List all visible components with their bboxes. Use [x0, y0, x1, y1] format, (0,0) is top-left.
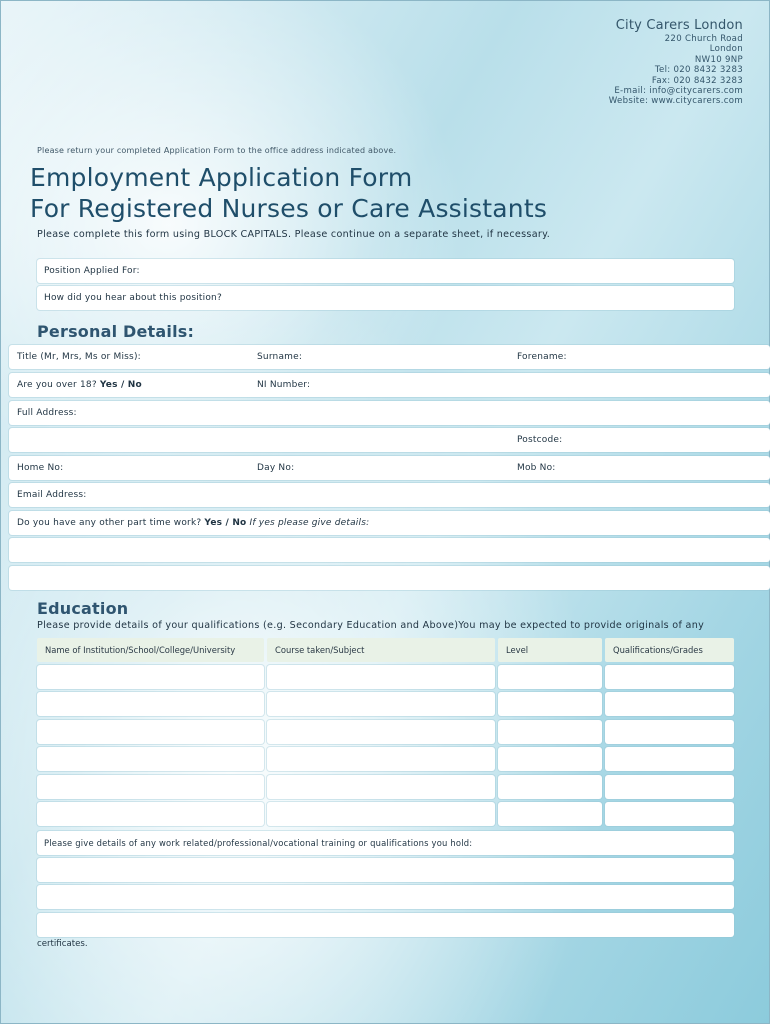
edu-cell-level[interactable]	[498, 747, 602, 771]
company-address-block	[609, 18, 743, 107]
col-header-institution	[37, 638, 264, 662]
email-field[interactable]	[9, 483, 770, 507]
heard-about-field[interactable]	[37, 286, 734, 310]
company-fax: Fax: 020 8432 3283	[651, 75, 743, 86]
email-label: Email Address:	[17, 490, 87, 500]
forename-label: Forename:	[517, 352, 567, 362]
title-label: Title (Mr, Mrs, Ms or Miss):	[17, 352, 141, 362]
education-description: Please provide details of your qualifications (e.g. Secondary Education and Above)You may be expected to provide originals of any	[37, 620, 705, 631]
edu-cell-institution[interactable]	[37, 802, 264, 826]
address-line-1: 220 Church Road	[664, 34, 743, 44]
postcode-label: Postcode:	[517, 435, 563, 445]
edu-cell-institution[interactable]	[37, 720, 264, 744]
edu-cell-institution[interactable]	[37, 747, 264, 771]
edu-cell-course[interactable]	[267, 775, 495, 799]
mob-no-label: Mob No:	[517, 463, 556, 473]
home-no-label: Home No:	[17, 463, 64, 473]
edu-cell-qualification[interactable]	[605, 720, 734, 744]
certificates-text: certificates.	[37, 939, 88, 949]
part-time-details-label: If yes please give details:	[249, 518, 370, 528]
part-time-row[interactable]	[9, 511, 770, 535]
age-ni-row[interactable]	[9, 373, 770, 397]
phone-numbers-row[interactable]	[9, 456, 770, 480]
company-tel: Tel: 020 8432 3283	[654, 65, 743, 76]
company-email: E-mail: info@citycarers.com	[614, 86, 743, 97]
training-label: Please give details of any work related/professional/vocational training or qualifications you hold:	[44, 838, 473, 848]
edu-cell-level[interactable]	[498, 802, 602, 826]
personal-details-heading: Personal Details:	[37, 322, 195, 341]
form-title	[30, 162, 547, 224]
edu-cell-level[interactable]	[498, 775, 602, 799]
edu-cell-institution[interactable]	[37, 665, 264, 689]
col-header-course-label: Course taken/Subject	[275, 645, 365, 655]
address-line-2: London	[709, 44, 743, 55]
company-website: Website: www.citycarers.com	[608, 96, 743, 107]
form-title-line-2: For Registered Nurses or Care Assistants	[30, 194, 548, 223]
over18-question	[17, 380, 142, 390]
col-header-level-label: Level	[506, 645, 529, 655]
full-address-label: Full Address:	[17, 408, 77, 418]
part-time-details-field-2[interactable]	[9, 566, 770, 590]
part-time-question	[17, 518, 369, 528]
training-details-field-3[interactable]	[37, 913, 734, 937]
edu-cell-level[interactable]	[498, 665, 602, 689]
training-details-field-2[interactable]	[37, 885, 734, 909]
part-time-yes-no[interactable]: Yes / No	[204, 518, 247, 528]
edu-cell-course[interactable]	[267, 720, 495, 744]
edu-cell-qualification[interactable]	[605, 747, 734, 771]
return-note: Please return your completed Application Form to the office address indicated above.	[37, 146, 397, 155]
surname-label: Surname:	[257, 352, 303, 362]
edu-cell-qualification[interactable]	[605, 775, 734, 799]
edu-cell-course[interactable]	[267, 692, 495, 716]
title-name-row[interactable]	[9, 345, 770, 369]
day-no-label: Day No:	[257, 463, 295, 473]
col-header-course	[267, 638, 495, 662]
edu-cell-course[interactable]	[267, 665, 495, 689]
position-applied-field[interactable]	[37, 259, 734, 283]
part-time-label: Do you have any other part time work?	[17, 518, 202, 528]
heard-about-label: How did you hear about this position?	[44, 293, 222, 303]
company-name: City Carers London	[615, 18, 743, 33]
education-heading: Education	[37, 599, 129, 618]
over18-yes-no[interactable]: Yes / No	[99, 380, 142, 390]
edu-cell-institution[interactable]	[37, 775, 264, 799]
edu-cell-qualification[interactable]	[605, 665, 734, 689]
edu-cell-course[interactable]	[267, 747, 495, 771]
col-header-qualifications	[605, 638, 734, 662]
form-instruction: Please complete this form using BLOCK CAPITALS. Please continue on a separate sheet, if necessary.	[37, 229, 551, 240]
address-postcode-row[interactable]	[9, 428, 770, 452]
form-title-line-1: Employment Application Form	[30, 163, 413, 192]
position-applied-label: Position Applied For:	[44, 266, 140, 276]
col-header-institution-label: Name of Institution/School/College/University	[45, 645, 236, 655]
training-details-field-1[interactable]	[37, 858, 734, 882]
full-address-field[interactable]	[9, 401, 770, 425]
training-field[interactable]	[37, 831, 734, 855]
edu-cell-level[interactable]	[498, 720, 602, 744]
edu-cell-qualification[interactable]	[605, 802, 734, 826]
over18-label: Are you over 18?	[17, 380, 97, 390]
edu-cell-qualification[interactable]	[605, 692, 734, 716]
edu-cell-level[interactable]	[498, 692, 602, 716]
address-line-3: NW10 9NP	[694, 54, 743, 65]
edu-cell-institution[interactable]	[37, 692, 264, 716]
col-header-level	[498, 638, 602, 662]
part-time-details-field-1[interactable]	[9, 538, 770, 562]
ni-number-label: NI Number:	[257, 380, 311, 390]
edu-cell-course[interactable]	[267, 802, 495, 826]
col-header-qualifications-label: Qualifications/Grades	[613, 645, 703, 655]
